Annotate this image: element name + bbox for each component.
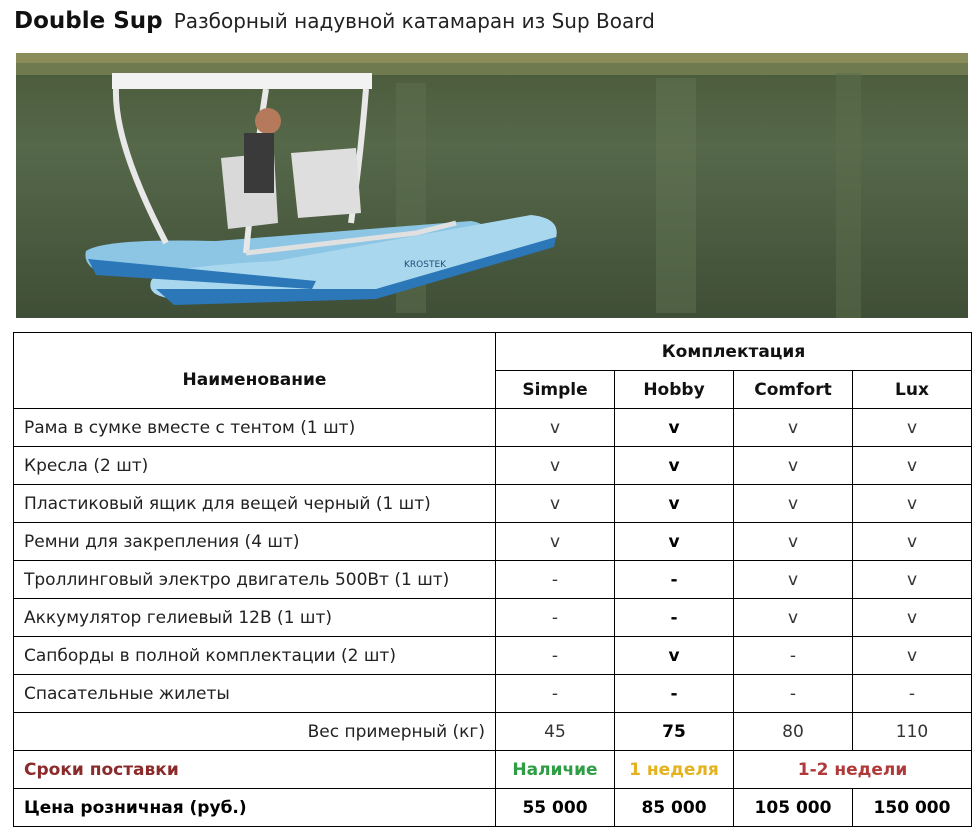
cell-comfort: v [734,409,853,447]
column-header-hobby: Hobby [615,371,734,409]
delivery-row [14,751,972,789]
table-row [14,675,972,713]
cell-hobby: v [615,409,734,447]
cell-comfort: v [734,485,853,523]
configuration-group-header: Комплектация [496,333,972,371]
cell-simple: v [496,447,615,485]
configuration-table [13,332,972,827]
cell-hobby: v [615,447,734,485]
price-label: Цена розничная (руб.) [14,789,496,827]
price-comfort: 105 000 [734,789,853,827]
cell-simple: - [496,561,615,599]
table-row [14,637,972,675]
row-name: Рама в сумке вместе с тентом (1 шт) [14,409,496,447]
cell-simple: v [496,409,615,447]
column-header-comfort: Comfort [734,371,853,409]
weight-lux: 110 [853,713,972,751]
table-row [14,447,972,485]
row-name: Троллинговый электро двигатель 500Вт (1 шт) [14,561,496,599]
cell-lux: v [853,409,972,447]
cell-hobby: v [615,523,734,561]
cell-lux: - [853,675,972,713]
cell-simple: - [496,637,615,675]
table-row [14,485,972,523]
cell-hobby: - [615,599,734,637]
weight-row [14,713,972,751]
weight-simple: 45 [496,713,615,751]
cell-lux: v [853,599,972,637]
weight-comfort: 80 [734,713,853,751]
row-name: Ремни для закрепления (4 шт) [14,523,496,561]
cell-lux: v [853,561,972,599]
table-row [14,409,972,447]
price-hobby: 85 000 [615,789,734,827]
delivery-one-two-weeks: 1-2 недели [734,751,972,789]
cell-lux: v [853,485,972,523]
cell-hobby: - [615,561,734,599]
cell-hobby: - [615,675,734,713]
row-name: Пластиковый ящик для вещей черный (1 шт) [14,485,496,523]
row-name: Аккумулятор гелиевый 12В (1 шт) [14,599,496,637]
cell-lux: v [853,447,972,485]
cell-simple: v [496,523,615,561]
board-brand-label: KROSTEK [404,260,447,270]
table-row [14,523,972,561]
price-row [14,789,972,827]
delivery-one-week: 1 неделя [615,751,734,789]
cell-comfort: v [734,561,853,599]
cell-comfort: - [734,675,853,713]
cell-simple: - [496,599,615,637]
cell-comfort: - [734,637,853,675]
cell-simple: - [496,675,615,713]
product-brand: Double Sup [14,8,163,34]
price-simple: 55 000 [496,789,615,827]
column-header-simple: Simple [496,371,615,409]
weight-label: Вес примерный (кг) [14,713,496,751]
cell-simple: v [496,485,615,523]
row-name: Кресла (2 шт) [14,447,496,485]
page-title [14,8,655,40]
row-name: Сапборды в полной комплектации (2 шт) [14,637,496,675]
table-row [14,561,972,599]
product-subtitle: Разборный надувной катамаран из Sup Board [173,9,655,33]
delivery-in-stock: Наличие [496,751,615,789]
name-column-header: Наименование [14,333,496,409]
cell-lux: v [853,637,972,675]
cell-comfort: v [734,599,853,637]
cell-lux: v [853,523,972,561]
weight-hobby: 75 [615,713,734,751]
product-photo [16,53,968,318]
cell-comfort: v [734,447,853,485]
table-row [14,599,972,637]
row-name: Спасательные жилеты [14,675,496,713]
cell-hobby: v [615,485,734,523]
cell-comfort: v [734,523,853,561]
cell-hobby: v [615,637,734,675]
delivery-label: Сроки поставки [14,751,496,789]
column-header-lux: Lux [853,371,972,409]
price-lux: 150 000 [853,789,972,827]
